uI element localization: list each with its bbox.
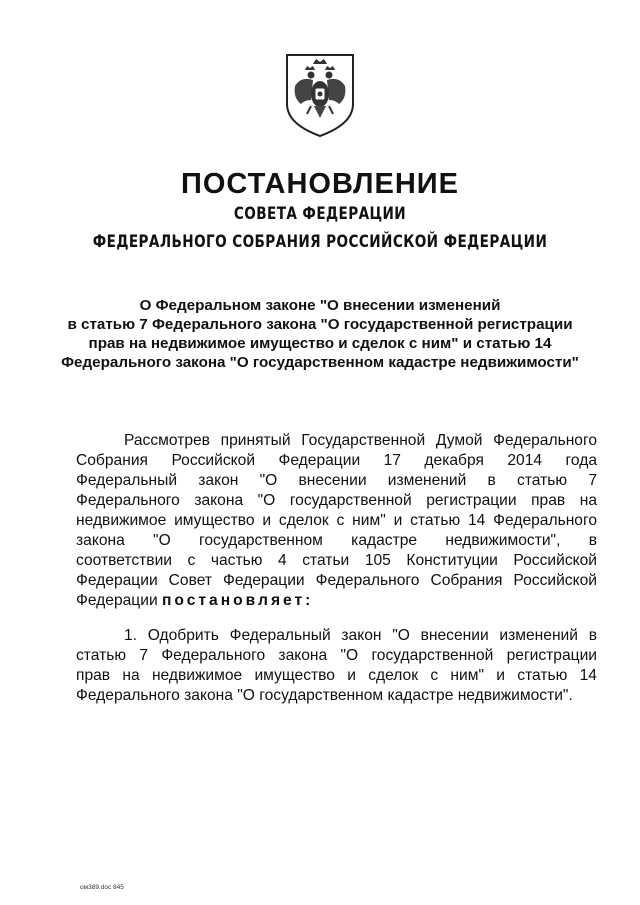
- line-prefix: Федерации: [76, 592, 162, 609]
- paragraph-line: Федерального закона "О государственной регистрации прав на: [76, 492, 597, 509]
- paragraph-line: статью 7 Федерального закона "О государственной регистрации: [76, 647, 597, 664]
- issuer-line-1: СОВЕТА ФЕДЕРАЦИИ: [233, 204, 407, 224]
- paragraph-line: соответствии с частью 4 статьи 105 Конституции Российской: [76, 552, 597, 569]
- paragraph-line: недвижимое имущество и сделок с ним" и статью 14 Федерального: [76, 512, 597, 529]
- paragraph-line: закона "О государственном кадастре недвижимости", в: [76, 532, 597, 549]
- document-subject: [40, 296, 600, 372]
- subject-line: О Федеральном законе "О внесении изменений: [139, 297, 501, 314]
- paragraph-line: Собрания Российской Федерации 17 декабря 2014 года: [76, 452, 597, 469]
- paragraph-line: Рассмотрев принятый Государственной Думой Федерального: [124, 432, 597, 449]
- subject-line: прав на недвижимое имущество и сделок с ним" и статью 14: [88, 335, 552, 352]
- file-code: ом389.doc 845: [80, 884, 124, 891]
- paragraph-line: прав на недвижимое имущество и сделок с ним" и статью 14: [76, 667, 597, 684]
- subject-line: Федерального закона "О государственном кадастре недвижимости": [61, 354, 579, 371]
- paragraph-line: Федеральный закон "О внесении изменений в статью 7: [76, 472, 597, 489]
- coat-of-arms-icon: [283, 52, 357, 138]
- preamble-paragraph: [76, 431, 597, 611]
- paragraph-line: Федерального закона "О государственном кадастре недвижимости".: [76, 687, 573, 704]
- paragraph-line: Федерации Совет Федерации Федерального Собрания Российской: [76, 572, 597, 589]
- resolution-item-1: [76, 626, 597, 706]
- issuer-line-2: ФЕДЕРАЛЬНОГО СОБРАНИЯ РОССИЙСКОЙ ФЕДЕРАЦИИ: [92, 232, 548, 252]
- subject-line: в статью 7 Федерального закона "О государственной регистрации: [67, 316, 573, 333]
- resolves-keyword: постановляет:: [162, 592, 314, 609]
- paragraph-line: 1. Одобрить Федеральный закон "О внесении изменений в: [124, 627, 597, 644]
- document-title: ПОСТАНОВЛЕНИЕ: [181, 168, 459, 200]
- paragraph-line: [76, 591, 597, 611]
